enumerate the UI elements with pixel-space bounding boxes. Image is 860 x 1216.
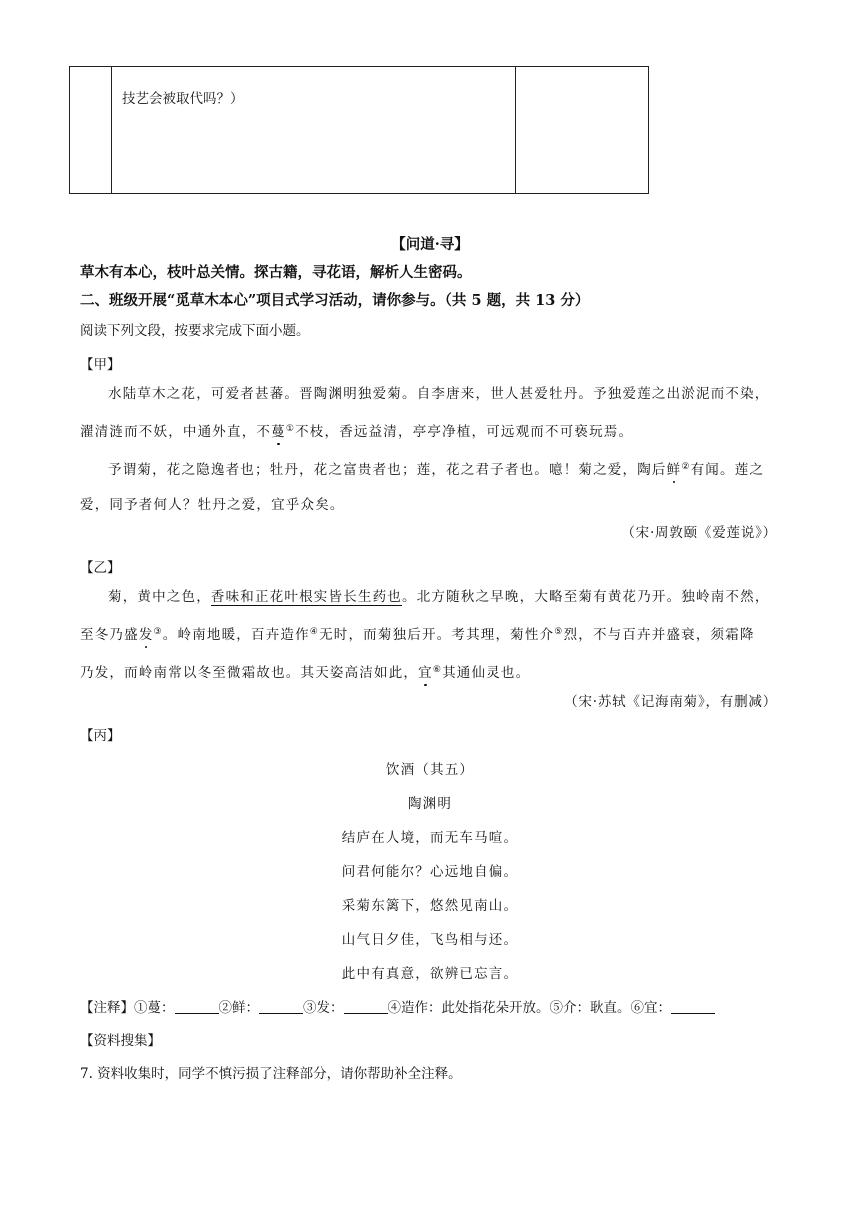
passage-yi-line-2: 至冬乃盛发③。岭南地暖，百卉造作④无时，而菊独后开。考其理，菊性介⑤烈，不与百卉并盛衰，须霜降 — [80, 627, 755, 643]
poem-line: 采菊东篱下，悠然见南山。 — [341, 898, 519, 914]
passage-jia-line-2: 濯清涟而不妖，中通外直，不蔓①不枝，香远益清，亭亭净植，可远观而不可亵玩焉。 — [80, 424, 634, 440]
passage-yi-line-1: 菊，黄中之色，香味和正花叶根实皆长生药也。北方随秋之早晚，大略至菊有黄花乃开。独岭南不然， — [108, 589, 770, 605]
instruction: 阅读下列文段，按要求完成下面小题。 — [80, 323, 310, 339]
table-cell-text: 技艺会被取代吗？） — [122, 91, 244, 107]
passage-yi-source: （宋·苏轼《记海南菊》，有删减） — [564, 694, 777, 710]
question-7: 7. 资料收集时，同学不慎污损了注释部分，请你帮助补全注释。 — [80, 1066, 462, 1082]
table-column-answer — [515, 67, 648, 193]
passage-yi — [80, 580, 780, 691]
poem-title: 饮酒（其五） — [385, 762, 475, 778]
passage-jia-source: （宋·周敦颐《爱莲说》） — [621, 525, 777, 541]
poem-line: 山气日夕佳，飞鸟相与还。 — [341, 932, 519, 948]
intro-line: 草木有本心，枝叶总关情。探古籍，寻花语，解析人生密码。 — [80, 264, 472, 281]
underlined-sentence: 香味和正花叶根实皆长生药也 — [210, 589, 403, 605]
blank-2[interactable] — [259, 1001, 303, 1014]
poem-line: 结庐在人境，而无车马喧。 — [341, 830, 519, 846]
passage-jia-line-1: 水陆草木之花，可爱者甚蕃。晋陶渊明独爱菊。自李唐来，世人甚爱牡丹。予独爱莲之出淤泥而不染， — [108, 386, 770, 402]
poem-line: 此中有真意，欲辨已忘言。 — [341, 966, 519, 982]
blank-3[interactable] — [344, 1001, 388, 1014]
passage-bing-label: 【丙】 — [80, 728, 121, 744]
section-header: 【问道·寻】 — [391, 236, 469, 253]
passage-yi-line-3: 乃发，而岭南常以冬至微霜故也。其天姿高洁如此，宜⑥其通仙灵也。 — [80, 665, 531, 681]
poem-author: 陶渊明 — [407, 796, 453, 812]
poem-line: 问君何能尔？心远地自偏。 — [341, 864, 519, 880]
dotted-char-fa: 发 — [138, 627, 154, 643]
answer-table — [69, 66, 649, 194]
passage-yi-label: 【乙】 — [80, 560, 121, 576]
blank-4[interactable] — [671, 1001, 715, 1014]
dotted-char-xian: 鲜 — [666, 462, 682, 478]
passage-jia-label: 【甲】 — [80, 357, 121, 373]
passage-jia-line-3: 予谓菊，花之隐逸者也；牡丹，花之富贵者也；莲，花之君子者也。噫！菊之爱，陶后鲜②有闻。莲之 — [108, 462, 765, 478]
material-label: 【资料搜集】 — [80, 1033, 161, 1049]
part-title: 二、班级开展“觅草木本心”项目式学习活动，请你参与。（共 5 题，共 13 分） — [80, 292, 590, 309]
dotted-char-man: 蔓 — [271, 424, 286, 440]
table-column-number — [70, 67, 112, 193]
passage-jia — [80, 377, 780, 523]
passage-jia-line-4: 爱，同予者何人？牡丹之爱，宜乎众矣。 — [80, 497, 345, 513]
dotted-char-yi: 宜 — [418, 665, 433, 681]
blank-1[interactable] — [175, 1001, 219, 1014]
notes-line: 【注释】①蔓： ②鲜： ③发： ④造作：此处指花朵开放。⑤介：耿直。⑥宜： — [80, 996, 715, 1016]
